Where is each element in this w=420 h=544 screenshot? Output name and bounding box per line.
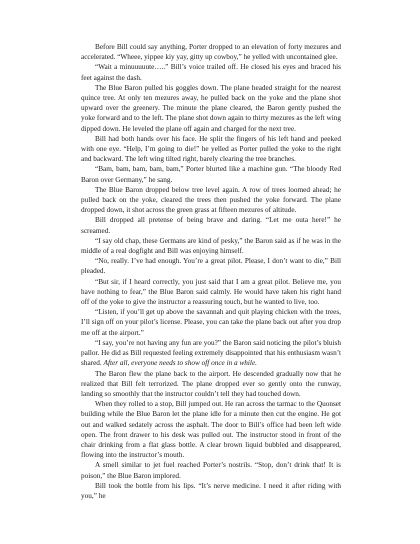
paragraph: “Listen, if you’ll get up above the savannah and quit playing chicken with the trees, I’ll sign off on your pilot’s license. Please, you can take the plane back out after you drop me off at the airport.” [81,308,341,337]
paragraph: Bill dropped all pretense of being brave and daring. “Let me outa here!” he screamed. [81,216,341,235]
paragraph: “But sir, if I heard correctly, you just said that I am a great pilot. Believe me, you have nothing to fear,” the Blue Baron said calmly. He would have taken his right hand off of the yoke to give the instructor a reassuring touch, but he wanted to live, too. [81,277,341,307]
paragraph: “Bam, bam, bam, bam, bam,” Porter blurted like a machine gun. “The bloody Red Baron over Germany,” he sang. [81,165,341,184]
paragraph: Before Bill could say anything, Porter dropped to an elevation of forty mezures and accelerated. “Wheee, yippee kiy yay, gitty up cowboy,” he yelled with uncontained glee. [81,43,341,62]
paragraph: The Blue Baron pulled his goggles down. The plane headed straight for the nearest quince tree. At only ten mezures away, he pulled back on the yoke and the plane shot upward over the greenery. The minute the plane cleared, the Baron gently pushed the yoke forward and to the left. The plane shot down again to thirty mezures as the left wing dipped down. He leveled the plane off again and charged for the next tree. [81,83,341,133]
page-body-text [81,42,341,501]
paragraph: The Blue Baron dropped below tree level again. A row of trees loomed ahead; he pulled back on the yoke, cleared the trees then pushed the yoke forward. The plane dropped down, it shot across the green grass at fifteen mezures of altitude. [81,185,341,215]
paragraph: Bill had both hands over his face. He split the fingers of his left hand and peeked with one eye. “Help, I’m going to die!” he yelled as Porter pulled the yoke to the right and backward. The left wing tilted right, barely clearing the tree branches. [81,134,341,164]
paragraph: “Wait a minuuuuute…..” Bill’s voice trailed off. He closed his eyes and braced his feet against the dash. [81,63,341,82]
italic-aside: After all, everyone needs to show off once in a while. [103,359,257,368]
paragraph-text: “I say, you’re not having any fun are you?” the Baron said noticing the pilot’s bluish pallor. He did as Bill requested feeling extremely disappointed that his enthusiasm wasn’t shared. [81,338,341,368]
paragraph: When they rolled to a stop, Bill jumped out. He ran across the tarmac to the Quonset building while the Blue Baron let the plane idle for a minute then cut the engine. He got out and walked sedately across the asphalt. The door to Bill’s office had been left wide open. The front drawer to his desk was pulled out. The instructor stood in front of the chair drinking from a flat glass bottle. A clear brown liquid bubbled and disappeared, flowing into the instructor’s mouth. [81,400,341,460]
paragraph: Bill took the bottle from his lips. “It’s nerve medicine. I need it after riding with you,” he [81,481,341,500]
paragraph: “No, really. I’ve had enough. You’re a great pilot. Please, I don’t want to die,” Bill pleaded. [81,257,341,276]
paragraph: The Baron flew the plane back to the airport. He descended gradually now that he realized that Bill felt terrorized. The plane dropped ever so gently onto the runway, landing so smoothly that the instructor couldn’t tell they had touched down. [81,369,341,398]
paragraph [81,338,341,369]
paragraph: “I say old chap, these Germans are kind of pesky,” the Baron said as if he was in the middle of a real dogfight and Bill was enjoying himself. [81,236,341,256]
paragraph: A smell similar to jet fuel reached Porter’s nostrils. “Stop, don’t drink that! It is poison,” the Blue Baron implored. [81,461,341,480]
